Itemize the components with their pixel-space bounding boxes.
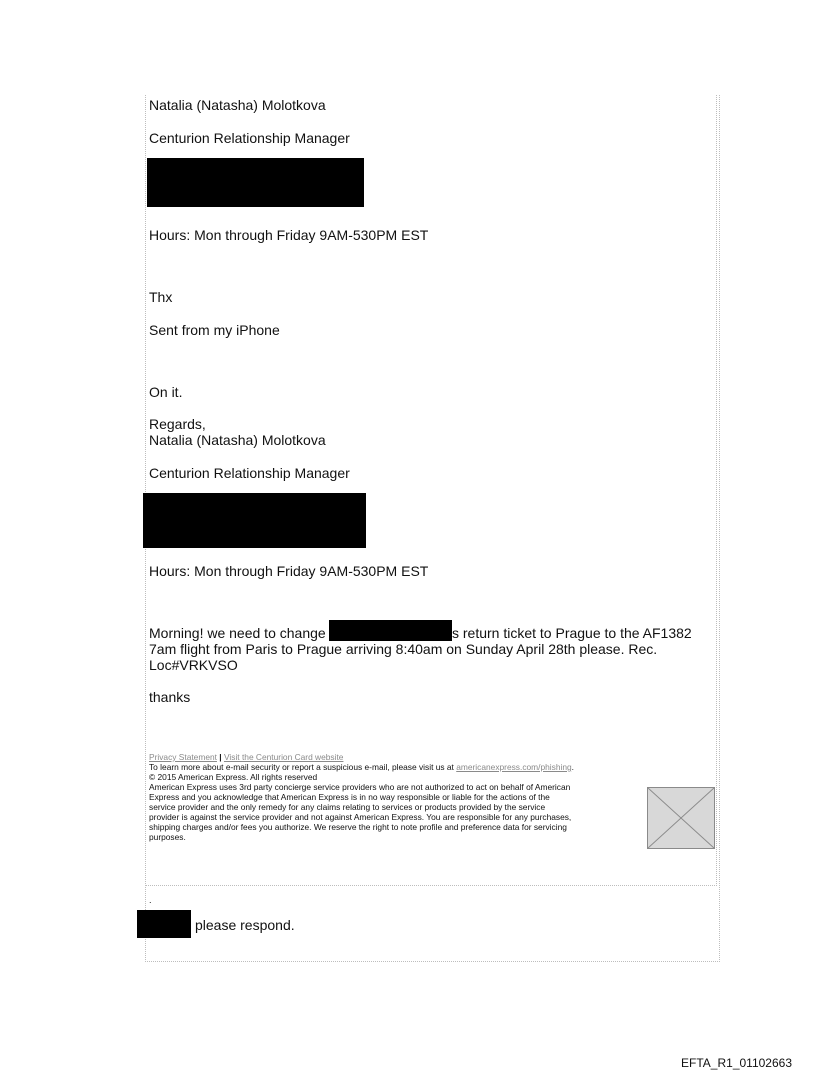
footer-separator: | (219, 752, 222, 762)
message-thanks: thanks (149, 689, 191, 705)
redaction-block (329, 620, 452, 641)
message-morning-line1b: s return ticket to Prague to the AF1382 (452, 625, 692, 641)
signature-title: Centurion Relationship Manager (149, 130, 350, 146)
message-on-it: On it. (149, 384, 183, 400)
footer-links-line (149, 752, 641, 762)
security-text: To learn more about e-mail security or report a suspicious e-mail, please visit us at (149, 762, 454, 772)
email-footer (149, 752, 641, 842)
phishing-link[interactable]: americanexpress.com/phishing (456, 762, 572, 772)
centurion-website-link[interactable]: Visit the Centurion Card website (223, 752, 344, 762)
message-morning-line1a: Morning! we need to change (149, 625, 326, 641)
redaction-block (143, 493, 366, 548)
document-id: EFTA_R1_01102663 (681, 1056, 792, 1070)
redaction-block (147, 158, 364, 207)
footer-copyright: © 2015 American Express. All rights reserved (149, 772, 318, 782)
signature-name: Natalia (Natasha) Molotkova (149, 97, 326, 113)
signature-name-2: Natalia (Natasha) Molotkova (149, 432, 326, 448)
signature-hours: Hours: Mon through Friday 9AM-530PM EST (149, 227, 429, 243)
footer-disclaimer-line: Express and you acknowledge that American Express is in no way responsible or liable for the actions of the (149, 792, 550, 802)
missing-image-placeholder-icon (647, 787, 715, 849)
separator-dot: . (149, 895, 152, 905)
signature-hours-2: Hours: Mon through Friday 9AM-530PM EST (149, 563, 429, 579)
signature-title-2: Centurion Relationship Manager (149, 465, 350, 481)
message-morning-line2: 7am flight from Paris to Prague arriving 8:40am on Sunday April 28th please. Rec. (149, 641, 658, 657)
message-sent-from: Sent from my iPhone (149, 322, 280, 338)
message-please-respond: please respond. (195, 917, 295, 933)
footer-disclaimer-line: service provider and the only remedy for any claims relating to services or products provided by the service (149, 802, 546, 812)
privacy-statement-link[interactable]: Privacy Statement (149, 752, 217, 762)
redaction-block (137, 910, 191, 938)
footer-disclaimer-line: American Express uses 3rd party concierge service providers who are not authorized to act on behalf of American (149, 782, 571, 792)
message-regards: Regards, (149, 416, 206, 432)
footer-disclaimer-line: shipping charges and/or fees you authorize. We reserve the right to note profile and preference data for servicing (149, 822, 567, 832)
footer-disclaimer-line: provider is against the service provider and not against American Express. You are responsible for any purchases, (149, 812, 572, 822)
message-morning-line3: Loc#VRKVSO (149, 657, 238, 673)
security-end: . (571, 762, 574, 772)
footer-security-line (149, 762, 641, 772)
message-thx: Thx (149, 289, 173, 305)
footer-disclaimer-line: purposes. (149, 832, 186, 842)
